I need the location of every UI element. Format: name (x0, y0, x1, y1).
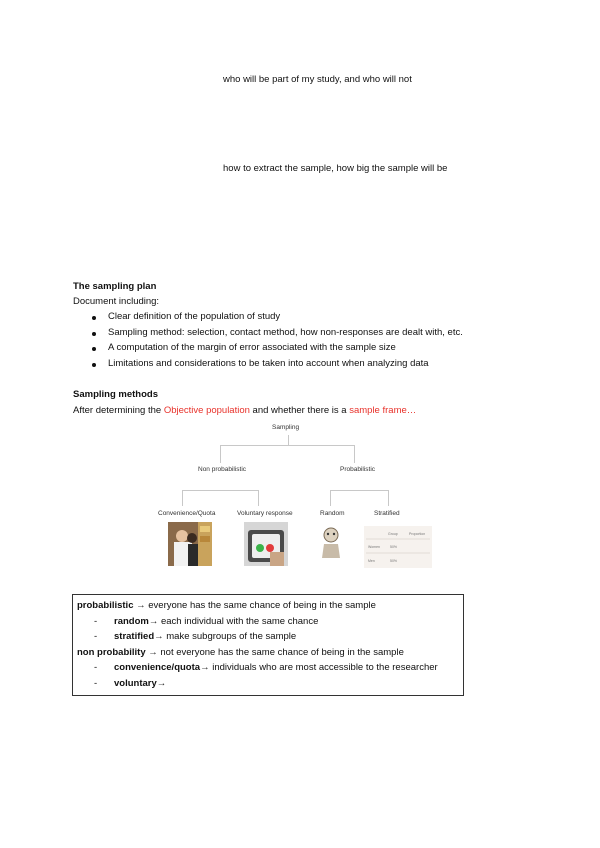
sample-frame-term: sample frame… (349, 405, 417, 416)
bullet-icon (92, 363, 96, 367)
table-cell: Women (368, 545, 380, 549)
sampling-methods-heading: Sampling methods (73, 389, 158, 400)
plan-bullet-1: Clear definition of the population of study (108, 311, 281, 322)
plan-bullet-3: A computation of the margin of error associated with the sample size (108, 342, 396, 353)
diagram-leaf-convenience: Convenience/Quota (158, 510, 216, 517)
bullet-icon (92, 347, 96, 351)
sampling-plan-intro: Document including: (73, 296, 160, 307)
sampling-plan-heading: The sampling plan (73, 281, 157, 292)
summary-stratified: stratified→ make subgroups of the sample (114, 631, 297, 642)
connector (288, 435, 289, 445)
summary-convenience: convenience/quota→ individuals who are most accessible to the researcher (114, 662, 438, 673)
connector (182, 490, 183, 506)
stratified-table-image (364, 526, 432, 568)
population-note: who will be part of my study, and who will not (223, 74, 412, 85)
plan-bullet-4: Limitations and considerations to be taken into account when analyzing data (108, 358, 429, 369)
diagram-prob: Probabilistic (340, 466, 376, 473)
connector (388, 490, 389, 506)
summary-probabilistic: probabilistic → everyone has the same chance of being in the sample (77, 600, 376, 611)
voluntary-response-photo (244, 522, 288, 566)
bullet-icon (92, 316, 96, 320)
connector (354, 445, 355, 463)
dash-marker: - (94, 616, 98, 627)
connector (330, 490, 388, 491)
connector (220, 445, 354, 446)
diagram-root: Sampling (272, 424, 300, 431)
table-cell: Men (368, 559, 375, 563)
summary-voluntary: voluntary→ (114, 678, 167, 689)
dash-marker: - (94, 678, 98, 689)
dash-marker: - (94, 662, 98, 673)
connector (258, 490, 259, 506)
objective-population-term: Objective population (163, 405, 250, 416)
diagram-leaf-random: Random (320, 510, 345, 517)
table-cell: Proportion (409, 532, 426, 536)
random-illustration (318, 524, 344, 558)
connector (182, 490, 258, 491)
convenience-photo (168, 522, 212, 566)
table-cell: Group (388, 532, 398, 536)
table-cell: 50% (390, 545, 398, 549)
summary-random: random→ each individual with the same chance (114, 616, 319, 627)
connector (330, 490, 331, 506)
plan-bullet-2: Sampling method: selection, contact method, how non-responses are dealt with, etc. (108, 327, 463, 338)
connector (220, 445, 221, 463)
dash-marker: - (94, 631, 98, 642)
table-cell: 50% (390, 559, 398, 563)
sampling-methods-intro: After determining the Objective population and whether there is a sample frame… (73, 405, 417, 416)
bullet-icon (92, 332, 96, 336)
diagram-leaf-stratified: Stratified (374, 510, 400, 517)
summary-non-probability: non probability → not everyone has the same chance of being in the sample (77, 647, 404, 658)
sample-note: how to extract the sample, how big the sample will be (223, 163, 448, 174)
diagram-leaf-voluntary: Voluntary response (237, 510, 293, 517)
sampling-tree-diagram (160, 418, 440, 576)
diagram-nonprob: Non probabilistic (198, 466, 247, 473)
